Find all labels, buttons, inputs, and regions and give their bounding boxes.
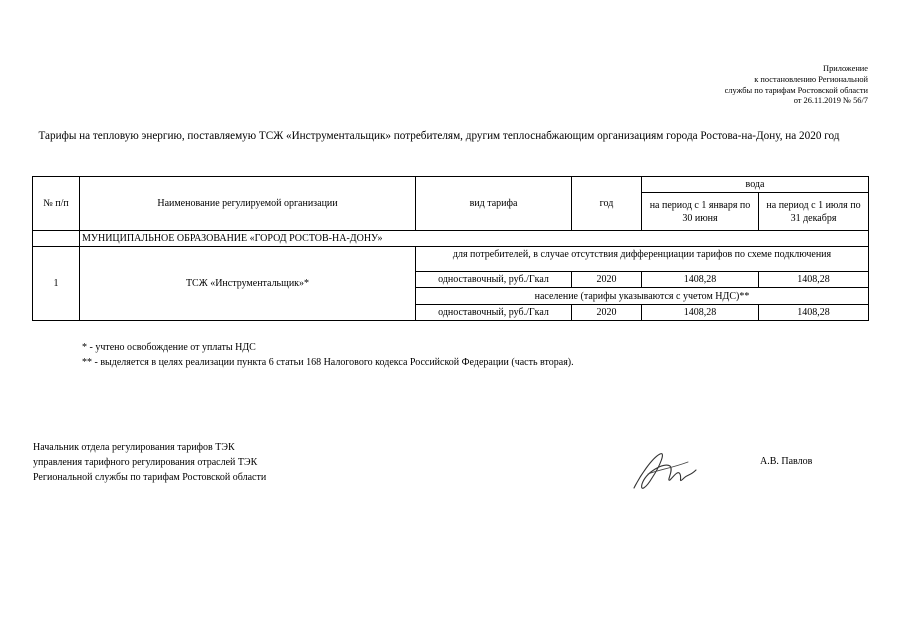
tariff-table bbox=[32, 176, 869, 321]
signatory-position bbox=[33, 440, 266, 485]
row-number: 1 bbox=[33, 247, 80, 321]
tariff-type-cell: одноставочный, руб./Гкал bbox=[416, 272, 572, 288]
header-period-1: на период с 1 января по 30 июня bbox=[642, 193, 759, 231]
footnote-2: ** - выделяется в целях реализации пункта 6 статьи 168 Налогового кодекса Российской Федерации (часть вторая). bbox=[82, 357, 574, 368]
period-1-value: 1408,28 bbox=[642, 305, 759, 321]
footnotes bbox=[82, 340, 574, 370]
section-consumers: для потребителей, в случае отсутствия дифференциации тарифов по схеме подключения bbox=[416, 247, 869, 272]
header-tariff-type: вид тарифа bbox=[416, 177, 572, 231]
period-2-value: 1408,28 bbox=[759, 305, 869, 321]
appendix-line-1: Приложение bbox=[823, 64, 868, 73]
position-line-2: управления тарифного регулирования отраслей ТЭК bbox=[33, 457, 258, 468]
header-year: год bbox=[572, 177, 642, 231]
position-line-3: Региональной службы по тарифам Ростовской области bbox=[33, 472, 267, 483]
document-title: Тарифы на тепловую энергию, поставляемую ТСЖ «Инструментальщик» потребителям, другим теплоснабжающим организациям города Ростова-на-Дону, на 2020 год bbox=[38, 130, 840, 142]
section-population: население (тарифы указываются с учетом НДС)** bbox=[416, 288, 869, 305]
period-1-value: 1408,28 bbox=[642, 272, 759, 288]
appendix-line-4: от 26.11.2019 № 56/7 bbox=[793, 96, 868, 106]
footnote-1: * - учтено освобождение от уплаты НДС bbox=[82, 342, 256, 353]
period-2-value: 1408,28 bbox=[759, 272, 869, 288]
year-cell: 2020 bbox=[572, 272, 642, 288]
appendix-line-2: к постановлению Региональной bbox=[754, 74, 868, 84]
header-num: № п/п bbox=[33, 177, 80, 231]
position-line-1: Начальник отдела регулирования тарифов ТЭК bbox=[33, 442, 235, 453]
header-water: вода bbox=[642, 177, 869, 193]
header-org: Наименование регулируемой организации bbox=[80, 177, 416, 231]
municipality-row: МУНИЦИПАЛЬНОЕ ОБРАЗОВАНИЕ «ГОРОД РОСТОВ-НА-ДОНУ» bbox=[80, 231, 869, 247]
municipality-empty-cell bbox=[33, 231, 80, 247]
handwritten-signature bbox=[630, 448, 700, 496]
signer-name: А.В. Павлов bbox=[760, 456, 813, 467]
year-cell: 2020 bbox=[572, 305, 642, 321]
appendix-line-3: службы по тарифам Ростовской области bbox=[724, 85, 868, 95]
header-period-2: на период с 1 июля по 31 декабря bbox=[759, 193, 869, 231]
appendix-header bbox=[725, 64, 868, 107]
tariff-type-cell: одноставочный, руб./Гкал bbox=[416, 305, 572, 321]
org-name: ТСЖ «Инструментальщик»* bbox=[80, 247, 416, 321]
